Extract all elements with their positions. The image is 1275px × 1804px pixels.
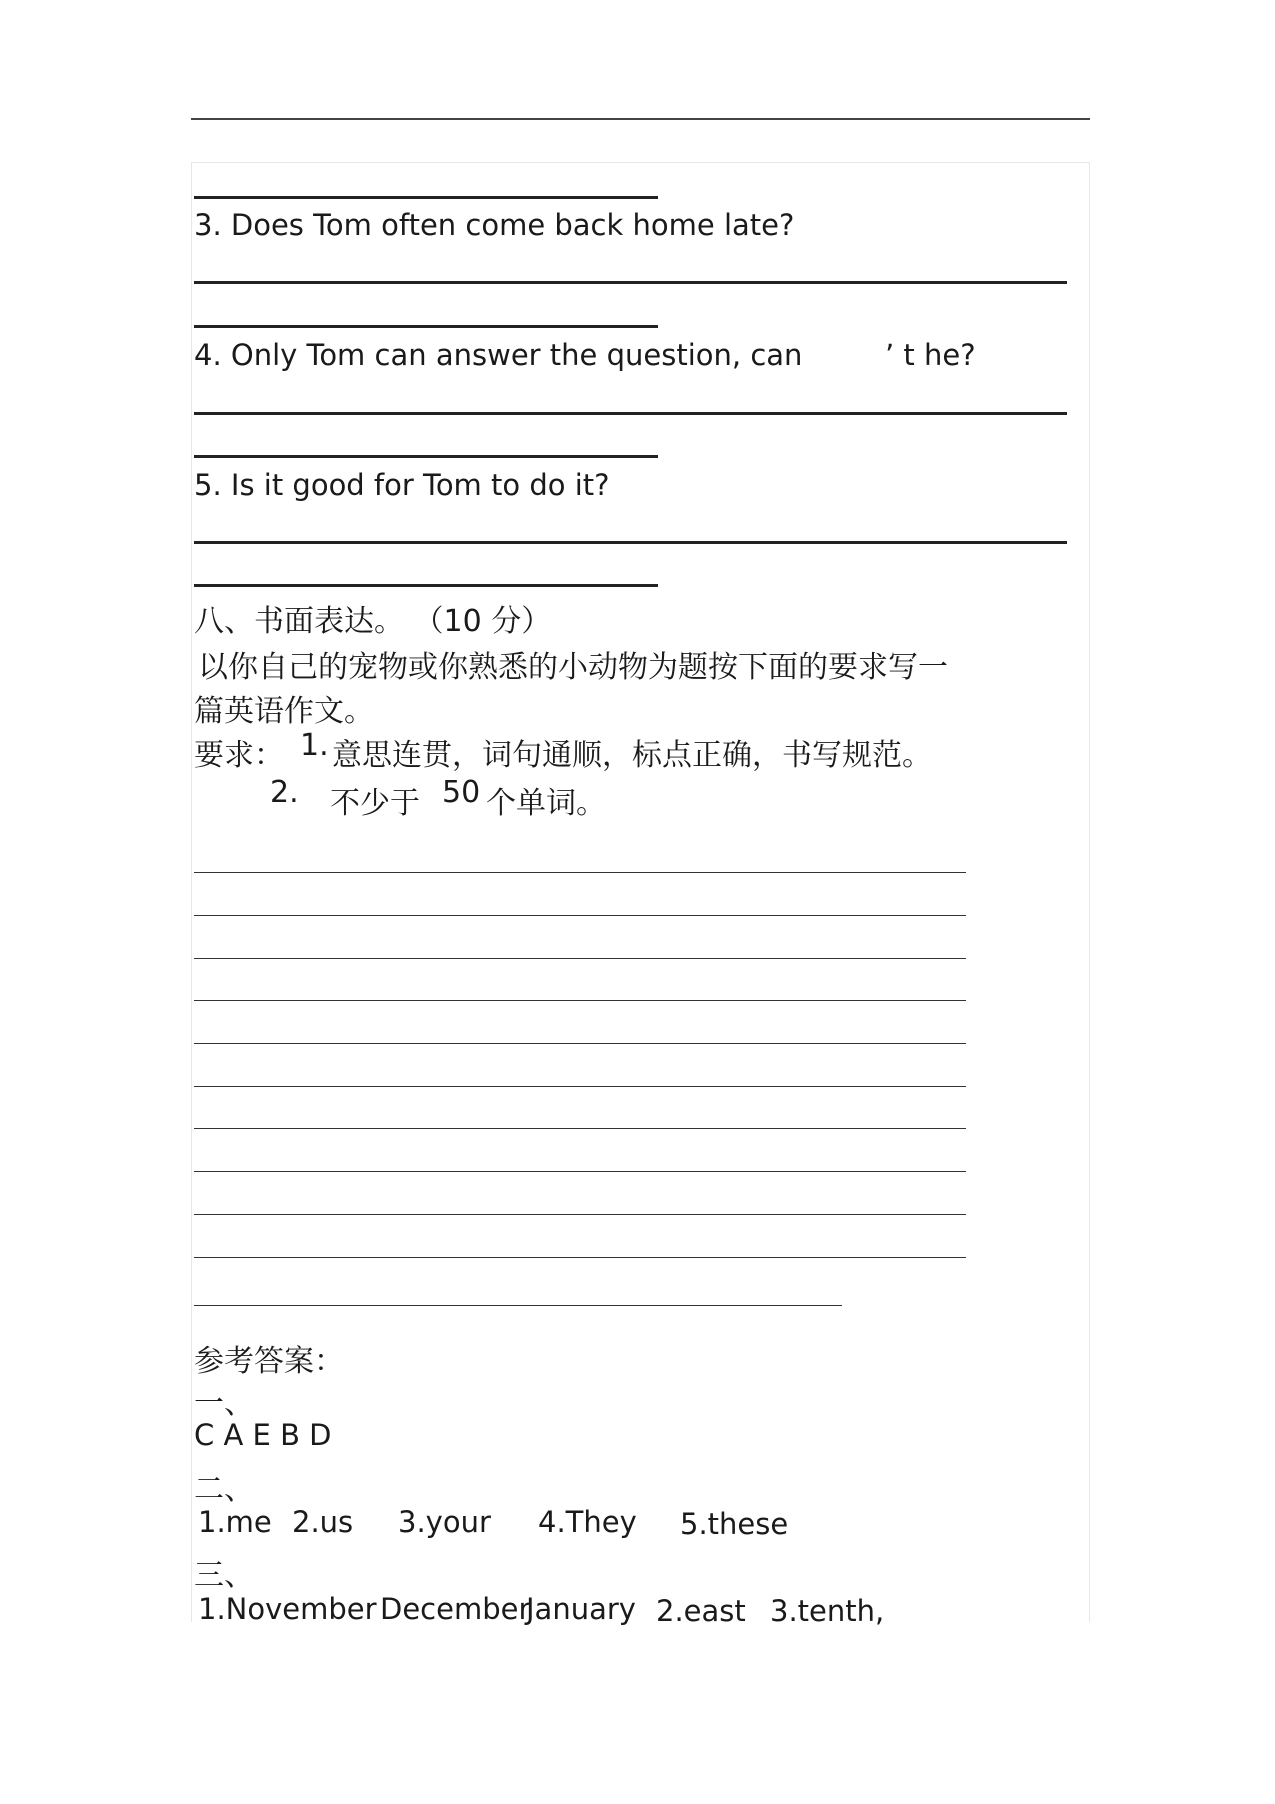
answer-blank-short[interactable] <box>194 455 658 458</box>
requirements-label: 要求： <box>194 738 284 773</box>
question-4-part2: ’ t he? <box>885 338 976 372</box>
question-5: 5. Is it good for Tom to do it? <box>194 468 610 502</box>
answer-section-1-label: 一、 <box>194 1386 254 1421</box>
header-rule <box>191 118 1090 120</box>
writing-line[interactable] <box>194 872 966 873</box>
requirement-1-text: 意思连贯，词句通顺，标点正确，书写规范。 <box>332 738 932 773</box>
answer-item: 3.your <box>398 1505 491 1539</box>
writing-line[interactable] <box>194 958 966 959</box>
requirement-2-text-a: 不少于 <box>330 786 420 821</box>
answer-item: 3.tenth, <box>770 1594 885 1628</box>
writing-line[interactable] <box>194 1128 966 1129</box>
answer-item: 2.east <box>656 1594 746 1628</box>
answer-item: 5.these <box>680 1507 789 1541</box>
answer-item: 1.November <box>198 1592 377 1626</box>
question-3: 3. Does Tom often come back home late? <box>194 208 795 242</box>
answer-item: 2.us <box>292 1505 354 1539</box>
answer-section-2-label: 二、 <box>194 1472 254 1507</box>
answer-blank-long[interactable] <box>194 412 1067 415</box>
writing-prompt-line2: 篇英语作文。 <box>194 694 374 729</box>
answer-blank-long[interactable] <box>194 541 1067 544</box>
answer-item: 4.They <box>538 1505 637 1539</box>
writing-line[interactable] <box>194 915 966 916</box>
answer-key-title: 参考答案： <box>194 1344 344 1379</box>
answer-item: December <box>380 1592 531 1626</box>
answer-item: 1.me <box>198 1505 272 1539</box>
writing-line-last[interactable] <box>194 1305 842 1306</box>
writing-line[interactable] <box>194 1171 966 1172</box>
frame-left-border <box>191 162 192 1622</box>
answer-blank-short[interactable] <box>194 325 658 328</box>
writing-line[interactable] <box>194 1214 966 1215</box>
requirement-1-number: 1. <box>300 728 329 763</box>
writing-line[interactable] <box>194 1000 966 1001</box>
writing-line[interactable] <box>194 1257 966 1258</box>
requirement-2-number: 2. <box>270 775 299 810</box>
frame-top-border <box>191 162 1090 163</box>
answer-blank-long[interactable] <box>194 281 1067 284</box>
answer-blank-short[interactable] <box>194 196 658 199</box>
frame-right-border <box>1089 162 1090 1622</box>
requirement-2-text-b: 个单词。 <box>486 786 606 821</box>
answer-item: January <box>526 1592 636 1626</box>
writing-prompt-line1: 以你自己的宠物或你熟悉的小动物为题按下面的要求写一 <box>198 650 948 685</box>
answer-section-3-label: 三、 <box>194 1558 254 1593</box>
answer-section-1-text: C A E B D <box>194 1418 332 1452</box>
writing-line[interactable] <box>194 1086 966 1087</box>
requirement-2-word-count: 50 <box>442 775 481 810</box>
section-8-heading: 八、书面表达。 （10 分） <box>194 604 552 639</box>
answer-blank-short[interactable] <box>194 584 658 587</box>
question-4-part1: 4. Only Tom can answer the question, can <box>194 338 803 372</box>
writing-line[interactable] <box>194 1043 966 1044</box>
